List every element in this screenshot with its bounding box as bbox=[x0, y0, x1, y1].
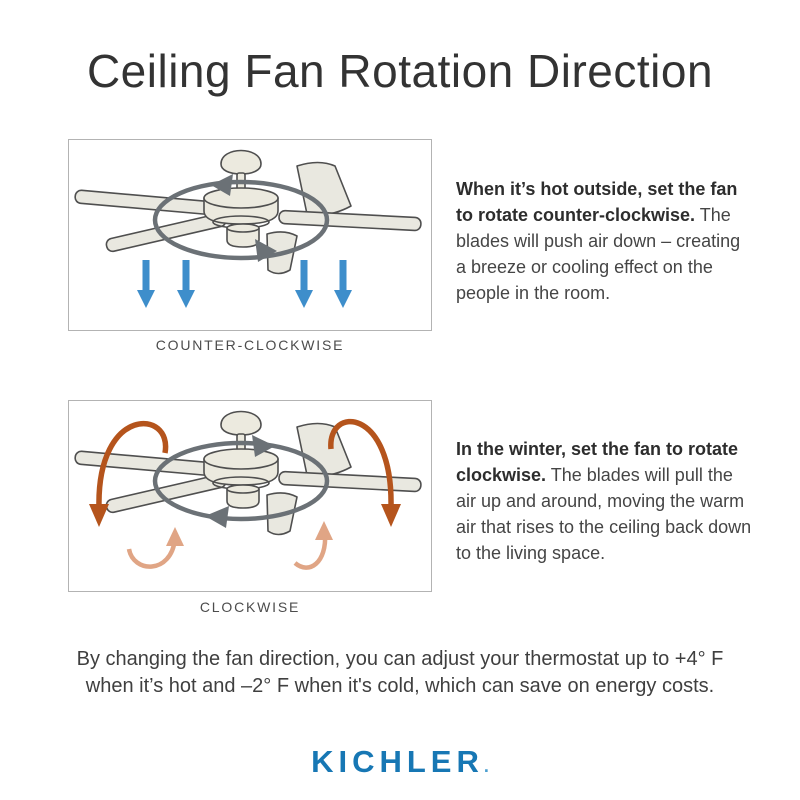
ceiling-fan-ccw-illustration bbox=[69, 140, 431, 330]
kichler-logo-text: KICHLER bbox=[311, 744, 484, 779]
summer-description bbox=[456, 176, 752, 306]
thermostat-savings-note-line1: By changing the fan direction, you can adjust your thermostat up to +4° F bbox=[76, 648, 724, 670]
airflow-down-arrow-icon bbox=[137, 260, 352, 308]
summer-description-body: The blades will push air down – creating a breeze or cooling effect on the people in the room. bbox=[456, 205, 741, 303]
thermostat-savings-note bbox=[0, 646, 800, 700]
diagram-label-clockwise: CLOCKWISE bbox=[199, 599, 301, 615]
airflow-rising-arrow-icon bbox=[129, 521, 333, 568]
winter-description-bold: In the winter, set the fan to rotate clockwise. bbox=[456, 439, 739, 485]
ceiling-fan-cw-illustration bbox=[69, 401, 431, 591]
diagram-box-counter-clockwise bbox=[68, 139, 432, 331]
kichler-logo bbox=[0, 744, 800, 780]
kichler-logo-period: . bbox=[483, 756, 489, 776]
thermostat-savings-note-line2: when it’s hot and –2° F when it's cold, which can save on energy costs. bbox=[85, 675, 715, 697]
winter-description bbox=[456, 436, 752, 566]
diagram-box-clockwise bbox=[68, 400, 432, 592]
page-title: Ceiling Fan Rotation Direction bbox=[86, 45, 714, 97]
summer-description-bold: When it’s hot outside, set the fan to rotate counter-clockwise. bbox=[456, 179, 738, 225]
diagram-label-counter-clockwise: COUNTER-CLOCKWISE bbox=[155, 337, 345, 353]
winter-description-body: The blades will pull the air up and around, moving the warm air that rises to the ceiling back down to the living space. bbox=[456, 465, 752, 563]
